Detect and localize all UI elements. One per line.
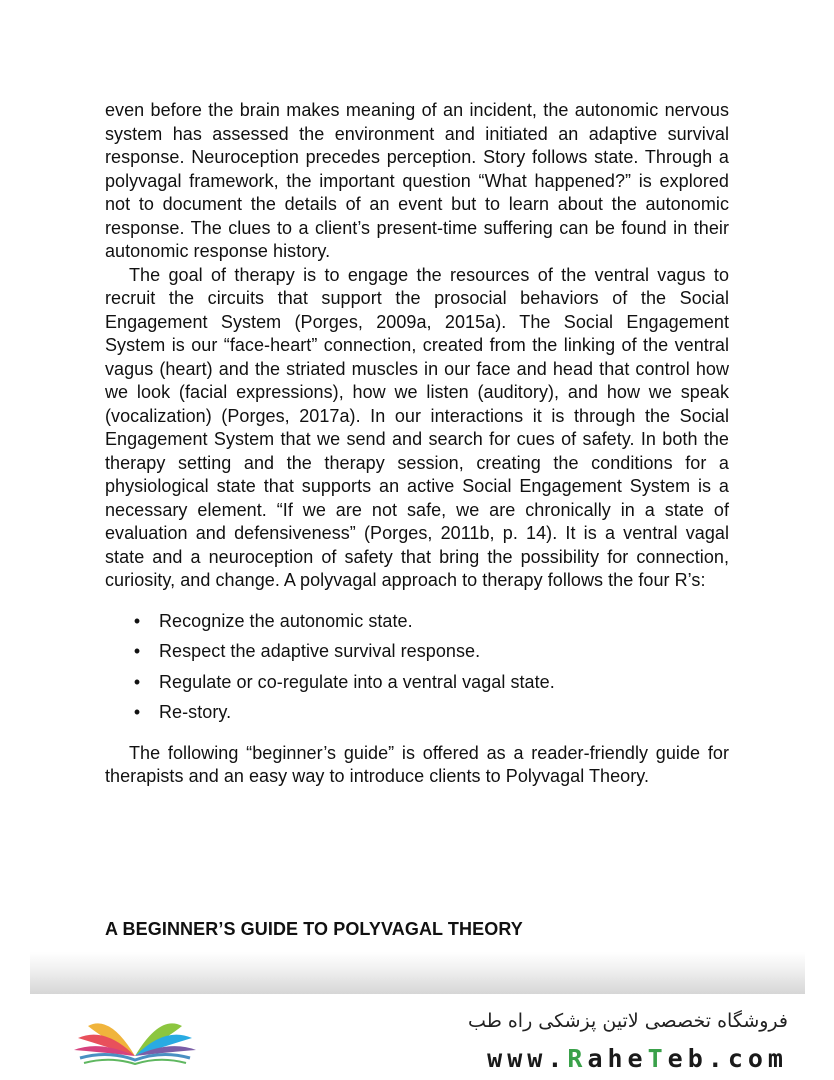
bullet-icon: •	[133, 702, 141, 722]
url-prefix: www.	[487, 1044, 568, 1073]
shop-name: فروشگاه تخصصی لاتین پزشکی راه طب	[468, 1010, 788, 1032]
four-rs-list	[105, 610, 729, 732]
paragraph-1: even before the brain makes meaning of an incident, the autonomic nervous system has assessed the environment and initiated an adaptive survival response. Neuroception precedes perception. Story follows state. Through a polyvagal framework, the important question “What happened?” is explored not to document the details of an event but to learn about the autonomic response. The clues to a client’s present-time suffering can be found in their autonomic response history.	[105, 100, 729, 261]
section-heading: A BEGINNER’S GUIDE TO POLYVAGAL THEORY	[105, 919, 523, 939]
page-body	[105, 99, 729, 789]
bullet-icon: •	[133, 641, 141, 661]
bullet-icon: •	[133, 610, 141, 631]
site-url[interactable]	[487, 1044, 788, 1073]
bullet-icon: •	[133, 671, 141, 692]
paragraph-3: The following “beginner’s guide” is offered as a reader-friendly guide for therapists and an easy way to introduce clients to Polyvagal Theory.	[105, 742, 729, 786]
footer-shadow-band	[30, 952, 805, 994]
list-item	[105, 640, 729, 671]
open-book-logo-icon	[70, 1006, 200, 1068]
list-item	[105, 701, 729, 732]
list-item-text: Respect the adaptive survival response.	[159, 641, 481, 661]
list-item	[105, 671, 729, 702]
list-item	[105, 610, 729, 641]
url-highlight-t: T	[647, 1044, 668, 1073]
paragraph-2: The goal of therapy is to engage the resources of the ventral vagus to recruit the circuits that support the prosocial behaviors of the Social Engagement System (Porges, 2009a, 2015a). The Social Engagement System is our “face-heart” connection, created from the linking of the ventral vagus (heart) and the striated muscles in our face and head that control how we look (facial expressions), how we listen (auditory), and how we speak (vocalization) (Porges, 2017a). In our interactions it is through the Social Engagement System that we send and search for cues of safety. In both the therapy setting and the therapy session, creating the conditions for a physiological state that supports an active Social Engagement System is a necessary element. “If we are not safe, we are chronically in a state of evaluation and defensiveness” (Porges, 2011b, p. 14). It is a ventral vagal state and a neuroception of safety that bring the possibility for connection, curiosity, and change. A polyvagal approach to therapy follows the four R’s:	[105, 264, 729, 590]
url-part-ahe: ahe	[587, 1044, 648, 1073]
list-item-text: Regulate or co-regulate into a ventral vagal state.	[159, 671, 555, 692]
footer-banner	[0, 994, 834, 1080]
list-item-text: Re-story.	[159, 702, 232, 722]
url-suffix: .com	[707, 1044, 788, 1073]
url-highlight-r: R	[567, 1044, 588, 1073]
url-part-eb: eb	[667, 1044, 708, 1073]
list-item-text: Recognize the autonomic state.	[159, 610, 413, 631]
